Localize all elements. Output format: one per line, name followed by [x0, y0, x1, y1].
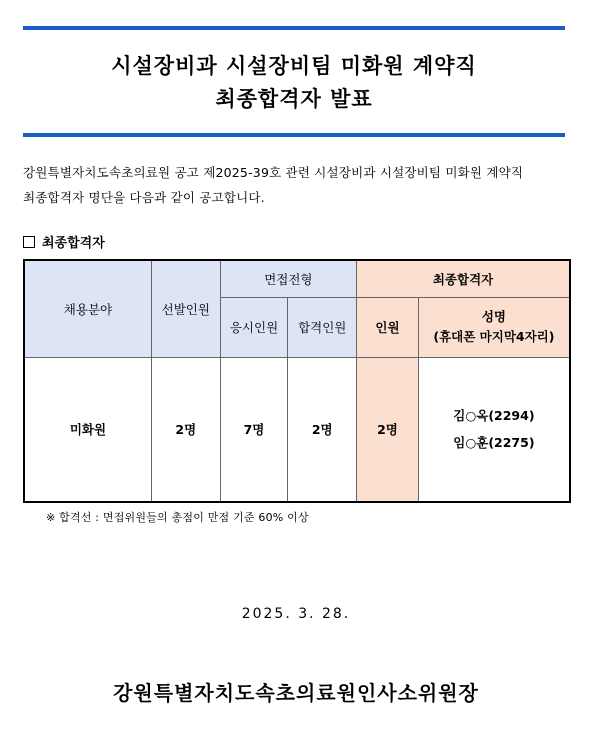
announcement-date: 2025. 3. 28.	[241, 606, 351, 622]
intro-line-1: 강원특별자치도속초의료원 공고 제2025-39호 관련 시설장비과 시설장비팀 미화원 계약직	[23, 165, 524, 180]
intro-line-2: 최종합격자 명단을 다음과 같이 공고합니다.	[23, 190, 265, 205]
cell-field: 미화원	[24, 357, 151, 502]
top-rule	[23, 26, 565, 30]
header-name	[418, 297, 570, 357]
bottom-rule	[23, 133, 565, 137]
result-table	[23, 259, 571, 503]
passer-name-1: 김○옥(2294)	[453, 408, 535, 424]
cell-applicants: 7명	[220, 357, 288, 502]
header-applicants: 응시인원	[220, 297, 288, 357]
section-label: 최종합격자	[42, 236, 105, 251]
title-line-1: 시설장비과 시설장비팀 미화원 계약직	[111, 54, 477, 78]
header-name-note: (휴대폰 마지막4자리)	[433, 329, 555, 344]
header-row-1	[24, 260, 570, 297]
passer-name-2: 임○훈(2275)	[453, 435, 535, 451]
table-row	[24, 357, 570, 502]
checkbox-icon	[23, 236, 35, 248]
header-field: 채용분야	[24, 260, 151, 357]
intro-text	[23, 160, 568, 210]
cell-passed: 2명	[288, 357, 357, 502]
header-final-count: 인원	[357, 297, 419, 357]
header-interview: 면접전형	[220, 260, 356, 297]
page-title	[23, 50, 565, 116]
cell-final-count: 2명	[357, 357, 419, 502]
cell-names	[418, 357, 570, 502]
header-quota: 선발인원	[151, 260, 220, 357]
section-heading	[23, 232, 105, 251]
issuer-name: 강원특별자치도속초의료원인사소위원장	[113, 681, 479, 705]
header-passed: 합격인원	[288, 297, 357, 357]
header-name-label: 성명	[481, 309, 506, 324]
title-line-2: 최종합격자 발표	[215, 87, 373, 111]
header-final: 최종합격자	[357, 260, 570, 297]
note-text: ※ 합격선 : 면접위원들의 총점이 만점 기준 60% 이상	[46, 511, 309, 524]
cell-quota: 2명	[151, 357, 220, 502]
